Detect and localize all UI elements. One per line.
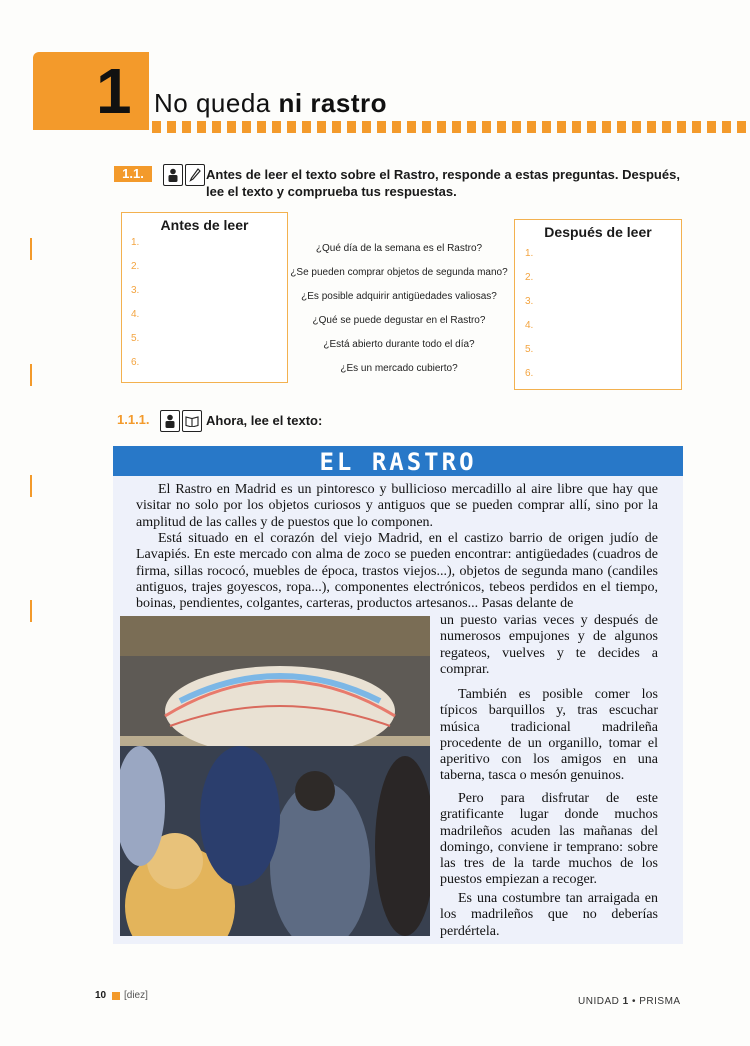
reading-paragraph-1: El Rastro en Madrid es un pintoresco y bullicioso mercadillo al aire libre que hay que visitar no solo por los objetos curiosos y antiguos que se pueden comprar allí, sino por la amplitud de las calles y de puestos que lo componen.	[136, 482, 658, 530]
page-number-word: [diez]	[124, 990, 148, 1001]
answer-number: 4.	[131, 309, 140, 320]
answer-number: 4.	[525, 320, 534, 331]
unit-title-plain: No queda	[154, 88, 279, 118]
page-number: 10	[95, 990, 107, 1001]
footer-book: PRISMA	[639, 996, 681, 1007]
reading-paragraph-4: Pero para disfrutar de este gratificante lugar donde muchos madrileños acuden las mañanas del domingo, conviene ir temprano: sobre las tres de la tarde muchos de los puestos empiezan a recoger.	[440, 791, 658, 888]
unit-number: 1	[96, 55, 132, 127]
section-number-1-1: 1.1.	[114, 166, 152, 182]
answer-number: 6.	[525, 368, 534, 379]
pencil-icon	[185, 164, 205, 186]
margin-mark	[30, 238, 32, 260]
person-icon	[160, 410, 180, 432]
market-crowd-photo	[120, 616, 430, 936]
before-reading-title: Antes de leer	[160, 217, 249, 233]
unit-title-bold: ni rastro	[278, 88, 388, 118]
reading-paragraph-3: También es posible comer los típicos barquillos y, tras escuchar música tradicional madrileña procedente de un organillo, tomar el aperitivo con los amigos en una taberna, tasca o mesón genuinos.	[440, 687, 658, 784]
answer-number: 2.	[525, 272, 534, 283]
title-dash-rule	[152, 121, 750, 133]
running-footer	[578, 996, 681, 1007]
footer-unit-number: 1	[622, 996, 629, 1007]
person-icon	[163, 164, 183, 186]
reading-paragraph-2: Está situado en el corazón del viejo Madrid, en el castizo barrio de origen judío de Lavapiés. En este mercado con alma de zoco se pueden encontrar: antigüedades (cuadros de firma, sillas rococó, muebles de época, trastos viejos...), objetos de segunda mano (candiles antiguos, trajes goyescos, ropa...), componentes electrónicos, tebeos perdidos en el tiempo, boinas, pendientes, colgantes, carteras, productos artesanos... Pasas delante de	[136, 531, 658, 612]
question-item: ¿Qué se puede degustar en el Rastro?	[312, 315, 486, 326]
read-instruction: Ahora, lee el texto:	[206, 413, 323, 428]
after-reading-title: Después de leer	[544, 224, 652, 240]
answer-number: 6.	[131, 357, 140, 368]
reading-paragraph-5: Es una costumbre tan arraigada en los madrileños que no deberías perdértela.	[440, 891, 658, 939]
question-item: ¿Es posible adquirir antigüedades valiosas?	[301, 291, 497, 302]
answer-number: 3.	[131, 285, 140, 296]
question-item: ¿Se pueden comprar objetos de segunda mano?	[290, 267, 508, 278]
section-number-1-1-1: 1.1.1.	[117, 412, 150, 427]
footer-unit-label: UNIDAD	[578, 996, 623, 1007]
footer-separator: •	[628, 996, 640, 1007]
answer-number: 1.	[525, 248, 534, 259]
answer-number: 2.	[131, 261, 140, 272]
margin-mark	[30, 475, 32, 497]
question-item: ¿Es un mercado cubierto?	[340, 363, 458, 374]
question-item: ¿Qué día de la semana es el Rastro?	[315, 243, 483, 254]
book-icon	[182, 410, 202, 432]
unit-title	[154, 88, 387, 119]
question-item: ¿Está abierto durante todo el día?	[323, 339, 475, 350]
answer-number: 5.	[525, 344, 534, 355]
reading-paragraph-2-continued: un puesto varias veces y después de numerosos empujones y de algunos regateos, vuelves y te decides a comprar.	[440, 613, 658, 677]
after-reading-box	[514, 219, 682, 390]
reading-title: EL RASTRO	[319, 448, 477, 476]
margin-mark	[30, 364, 32, 386]
answer-number: 3.	[525, 296, 534, 307]
answer-number: 5.	[131, 333, 140, 344]
page-marker	[112, 992, 120, 1000]
answer-number: 1.	[131, 237, 140, 248]
before-reading-box	[121, 212, 288, 383]
question-list	[279, 243, 519, 383]
instruction-text: Antes de leer el texto sobre el Rastro, responde a estas preguntas. Después, lee el texto y comprueba tus respuestas.	[206, 167, 680, 199]
margin-mark	[30, 600, 32, 622]
